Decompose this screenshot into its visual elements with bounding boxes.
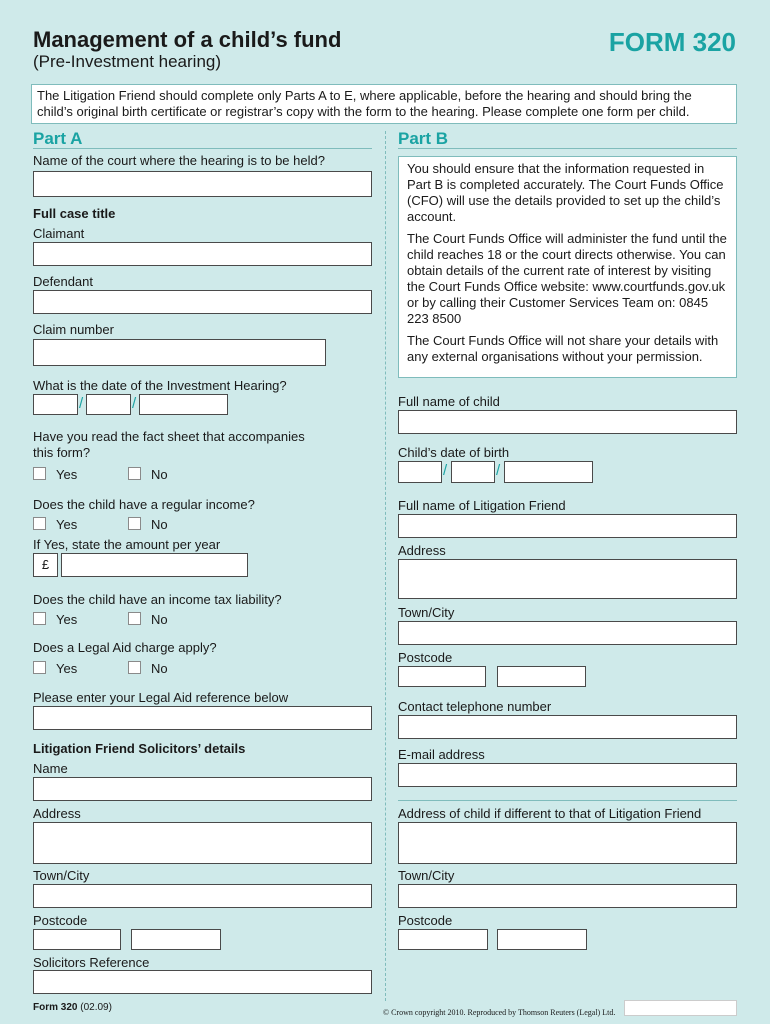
factsheet-yes-checkbox[interactable] <box>33 467 46 480</box>
friend-town-label: Town/City <box>398 605 455 620</box>
friend-town-input[interactable] <box>398 621 737 645</box>
solicitor-postcode-input-2[interactable] <box>131 929 221 950</box>
tax-no-checkbox[interactable] <box>128 612 141 625</box>
friend-address-input[interactable] <box>398 559 737 599</box>
legal-aid-no-label: No <box>151 661 168 676</box>
friend-postcode-label: Postcode <box>398 650 453 665</box>
email-label: E-mail address <box>398 747 485 762</box>
solicitor-postcode-input-1[interactable] <box>33 929 121 950</box>
claim-number-input[interactable] <box>33 339 326 366</box>
child-postcode-input-1[interactable] <box>398 929 488 950</box>
tax-question: Does the child have an income tax liability? <box>33 592 282 607</box>
info-paragraph: The Court Funds Office will not share your details with any external organisations without your permission. <box>407 333 719 364</box>
footer-blank-box <box>624 1000 737 1016</box>
friend-name-input[interactable] <box>398 514 737 538</box>
income-no-label: No <box>151 517 168 532</box>
hearing-date-label: What is the date of the Investment Hearing? <box>33 378 287 393</box>
solicitor-town-label: Town/City <box>33 868 90 883</box>
legal-aid-yes-label: Yes <box>56 661 78 676</box>
factsheet-question-line2: this form? <box>33 445 91 460</box>
child-name-input[interactable] <box>398 410 737 434</box>
factsheet-no-label: No <box>151 467 168 482</box>
amount-input[interactable] <box>61 553 248 577</box>
claimant-label: Claimant <box>33 226 85 241</box>
part-a-rule <box>33 148 372 149</box>
form-subtitle: (Pre-Investment hearing) <box>33 52 222 71</box>
friend-name-label: Full name of Litigation Friend <box>398 498 566 513</box>
child-name-label: Full name of child <box>398 394 500 409</box>
solicitor-name-input[interactable] <box>33 777 372 801</box>
factsheet-no-checkbox[interactable] <box>128 467 141 480</box>
section-separator <box>398 800 737 801</box>
solicitors-reference-label: Solicitors Reference <box>33 955 150 970</box>
date-separator: / <box>496 462 501 479</box>
income-yes-label: Yes <box>56 517 78 532</box>
footer-form-date: (02.09) <box>80 1002 112 1013</box>
legal-aid-reference-label: Please enter your Legal Aid reference below <box>33 690 289 705</box>
child-town-label: Town/City <box>398 868 455 883</box>
part-a-heading: Part A <box>33 129 83 148</box>
phone-input[interactable] <box>398 715 737 739</box>
child-dob-month-input[interactable] <box>451 461 495 483</box>
friend-address-label: Address <box>398 543 446 558</box>
form-title: Management of a child’s fund <box>33 27 342 52</box>
defendant-input[interactable] <box>33 290 372 314</box>
tax-no-label: No <box>151 612 168 627</box>
child-dob-year-input[interactable] <box>504 461 593 483</box>
intro-instructions: The Litigation Friend should complete only Parts A to E, where applicable, before the hearing and should bring the child’s original birth certificate or registrar’s copy with the form to the hearing. Please complete one form per child. <box>31 84 737 124</box>
date-separator: / <box>132 395 137 412</box>
full-case-title-heading: Full case title <box>33 206 116 221</box>
child-dob-label: Child’s date of birth <box>398 445 510 460</box>
amount-label: If Yes, state the amount per year <box>33 537 221 552</box>
hearing-date-day-input[interactable] <box>33 394 78 415</box>
child-postcode-label: Postcode <box>398 913 453 928</box>
legal-aid-yes-checkbox[interactable] <box>33 661 46 674</box>
income-no-checkbox[interactable] <box>128 517 141 530</box>
phone-label: Contact telephone number <box>398 699 552 714</box>
part-b-info-box <box>398 156 737 378</box>
tax-yes-label: Yes <box>56 612 78 627</box>
footer-form-number: Form 320 <box>33 1002 78 1013</box>
claim-number-label: Claim number <box>33 322 114 337</box>
solicitors-reference-input[interactable] <box>33 970 372 994</box>
form-number: FORM 320 <box>608 27 736 57</box>
solicitor-postcode-label: Postcode <box>33 913 88 928</box>
hearing-date-month-input[interactable] <box>86 394 131 415</box>
factsheet-question-line1: Have you read the fact sheet that accompanies <box>33 429 305 444</box>
footer-copyright: © Crown copyright 2010. Reproduced by Thomson Reuters (Legal) Ltd. <box>383 1008 616 1017</box>
date-separator: / <box>79 395 84 412</box>
friend-postcode-input-1[interactable] <box>398 666 486 687</box>
part-b-rule <box>398 148 737 149</box>
court-name-input[interactable] <box>33 171 372 197</box>
legal-aid-question: Does a Legal Aid charge apply? <box>33 640 217 655</box>
child-postcode-input-2[interactable] <box>497 929 587 950</box>
date-separator: / <box>443 462 448 479</box>
column-divider <box>385 131 386 1001</box>
factsheet-yes-label: Yes <box>56 467 78 482</box>
solicitors-details-heading: Litigation Friend Solicitors’ details <box>33 741 246 756</box>
legal-aid-reference-input[interactable] <box>33 706 372 730</box>
currency-symbol: £ <box>33 553 58 577</box>
income-yes-checkbox[interactable] <box>33 517 46 530</box>
income-question: Does the child have a regular income? <box>33 497 255 512</box>
defendant-label: Defendant <box>33 274 93 289</box>
friend-postcode-input-2[interactable] <box>497 666 586 687</box>
email-input[interactable] <box>398 763 737 787</box>
child-town-input[interactable] <box>398 884 737 908</box>
info-paragraph: You should ensure that the information requested in Part B is completed accurately. The Court Funds Office (CFO) will use the details provided to set up the child’s account. <box>407 161 724 224</box>
child-dob-day-input[interactable] <box>398 461 442 483</box>
claimant-input[interactable] <box>33 242 372 266</box>
hearing-date-year-input[interactable] <box>139 394 228 415</box>
solicitor-name-label: Name <box>33 761 68 776</box>
tax-yes-checkbox[interactable] <box>33 612 46 625</box>
part-b-heading: Part B <box>398 129 449 148</box>
footer-form-code <box>33 1002 112 1013</box>
solicitor-address-input[interactable] <box>33 822 372 864</box>
child-address-label: Address of child if different to that of Litigation Friend <box>398 806 702 821</box>
info-paragraph: The Court Funds Office will administer the fund until the child reaches 18 or the court directs otherwise. You can obtain details of the current rate of interest by visiting the Court Funds Office website: www.courtfunds.gov.uk or by calling their Customer Services Team on: 0845 223 8500 <box>407 231 727 326</box>
solicitor-address-label: Address <box>33 806 81 821</box>
solicitor-town-input[interactable] <box>33 884 372 908</box>
child-address-input[interactable] <box>398 822 737 864</box>
court-name-label: Name of the court where the hearing is to be held? <box>33 153 325 168</box>
legal-aid-no-checkbox[interactable] <box>128 661 141 674</box>
